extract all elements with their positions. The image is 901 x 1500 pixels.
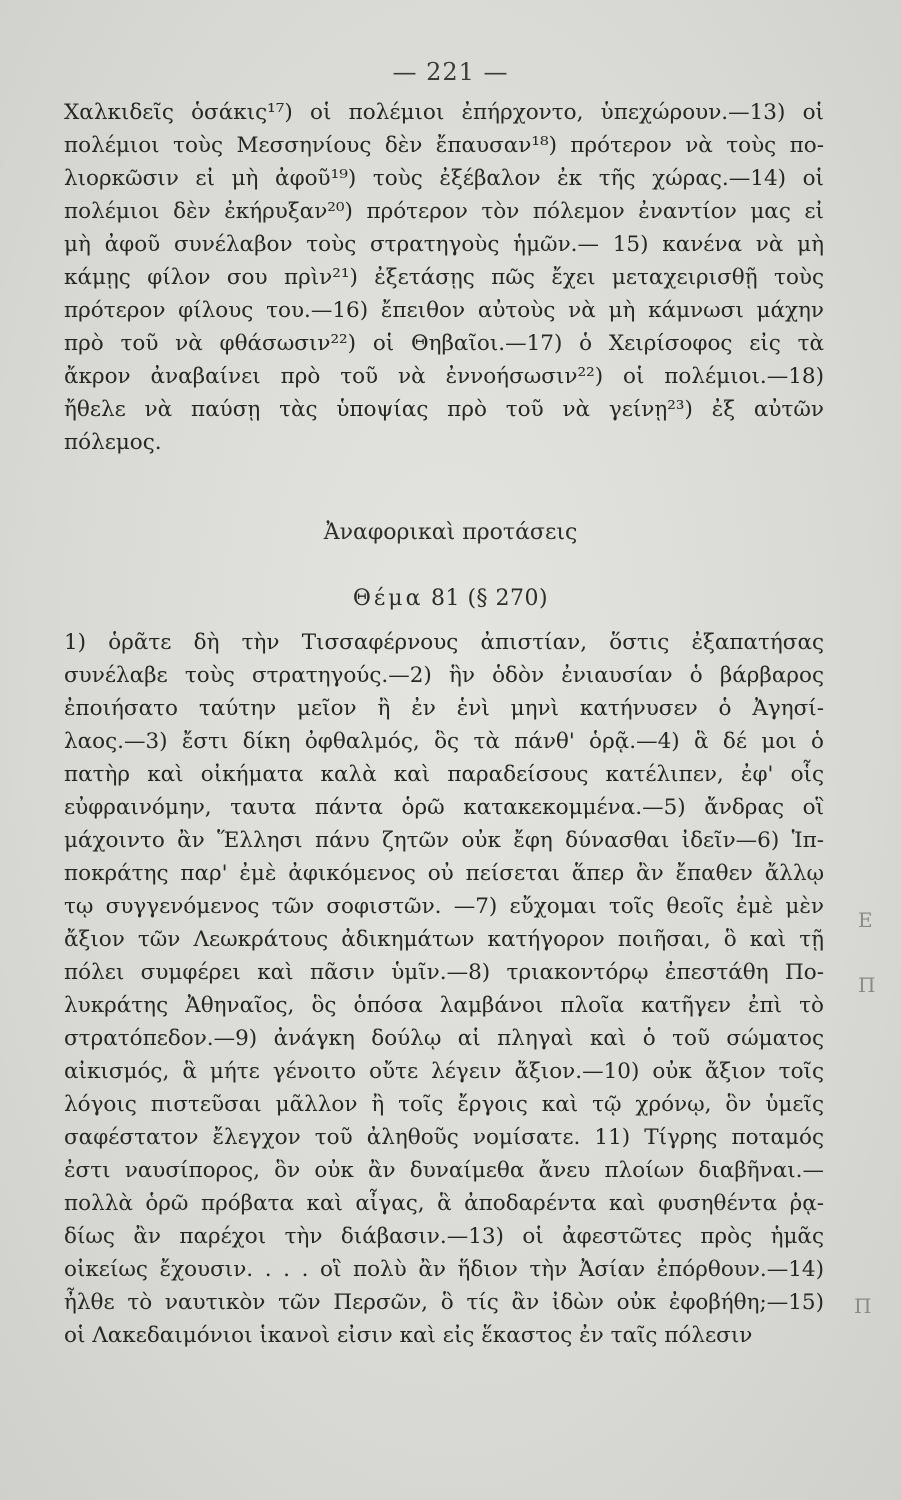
theme-word: Θέμα bbox=[352, 586, 424, 611]
text-line: ἐστι ναυσίπορος, ὃν οὐκ ἂν δυναίμεθα ἄνευ πλοίων διαβῆναι.— bbox=[64, 1158, 824, 1183]
text-line: μάχοιντο ἂν Ἕλλησι πάνυ ζητῶν οὐκ ἔφη δύνασθαι ἰδεῖν—6) Ἱπ- bbox=[64, 828, 824, 853]
text-line: ἦλθε τὸ ναυτικὸν τῶν Περσῶν, ὃ τίς ἂν ἰδὼν οὐκ ἐφοβήθη;—15) bbox=[64, 1290, 824, 1315]
text-line: πολέμιοι δὲν ἐκήρυξαν²⁰) πρότερον τὸν πόλεμον ἐναντίον μας εἰ bbox=[64, 199, 824, 224]
text-line: ποκράτης παρ' ἐμὲ ἀφικόμενος οὐ πείσεται ἅπερ ἂν ἔπαθεν ἄλλῳ bbox=[64, 861, 824, 886]
text-line: τῳ συγγενόμενος τῶν σοφιστῶν. —7) εὔχομαι τοῖς θεοῖς ἐμὲ μὲν bbox=[64, 894, 824, 919]
text-line: κάμῃς φίλον σου πρὶν²¹) ἐξετάσῃς πῶς ἔχει μεταχειρισθῇ τοὺς bbox=[64, 265, 824, 290]
text-line: στρατόπεδον.—9) ἀνάγκη δούλῳ αἱ πληγαὶ καὶ ὁ τοῦ σώματος bbox=[64, 1026, 824, 1051]
text-line: 1) ὁρᾶτε δὴ τὴν Τισσαφέρνους ἀπιστίαν, ὅστις ἐξαπατήσας bbox=[64, 630, 824, 655]
text-line: ἐποιήσατο ταύτην μεῖον ἢ ἐν ἑνὶ μηνὶ κατήνυσεν ὁ Ἀγησί- bbox=[64, 696, 824, 721]
theme-heading bbox=[0, 586, 901, 611]
theme-reference: 81 (§ 270) bbox=[423, 586, 549, 611]
margin-mark: E bbox=[858, 908, 873, 932]
text-line: συνέλαβε τοὺς στρατηγούς.—2) ἣν ὁδὸν ἐνιαυσίαν ὁ βάρβαρος bbox=[64, 663, 824, 688]
text-line: πόλει συμφέρει καὶ πᾶσιν ὑμῖν.—8) τριακοντόρῳ ἐπεστάθη Πο- bbox=[64, 960, 824, 985]
text-line: πολλὰ ὁρῶ πρόβατα καὶ αἶγας, ἃ ἀποδαρέντα καὶ φυσηθέντα ῥᾳ- bbox=[64, 1191, 824, 1216]
margin-mark: П bbox=[854, 1294, 872, 1318]
text-line: εὐφραινόμην, ταυτα πάντα ὁρῶ κατακεκομμένα.—5) ἄνδρας οἳ bbox=[64, 795, 824, 820]
text-line: πολέμιοι τοὺς Μεσσηνίους δὲν ἔπαυσαν¹⁸) πρότερον νὰ τοὺς πο- bbox=[64, 133, 824, 158]
text-line: ἤθελε νὰ παύσῃ τὰς ὑποψίας πρὸ τοῦ νὰ γείνῃ²³) ἐξ αὐτῶν bbox=[64, 397, 824, 422]
text-line: οἱ Λακεδαιμόνιοι ἱκανοὶ εἰσιν καὶ εἰς ἕκαστος ἐν ταῖς πόλεσιν bbox=[64, 1323, 753, 1348]
text-line: ἄξιον τῶν Λεωκράτους ἀδικημάτων κατήγορον ποιῆσαι, ὃ καὶ τῇ bbox=[64, 927, 824, 952]
text-line: λόγοις πιστεῦσαι μᾶλλον ἢ τοῖς ἔργοις καὶ τῷ χρόνῳ, ὃν ὑμεῖς bbox=[64, 1092, 824, 1117]
text-line: πρὸ τοῦ νὰ φθάσωσιν²²) οἱ Θηβαῖοι.—17) ὁ Χειρίσοφος εἰς τὰ bbox=[64, 331, 824, 356]
text-line: λαος.—3) ἔστι δίκη ὀφθαλμός, ὃς τὰ πάνθ' ὁρᾷ.—4) ἃ δέ μοι ὁ bbox=[64, 729, 824, 754]
text-line: αἰκισμός, ἃ μήτε γένοιτο οὔτε λέγειν ἄξιον.—10) οὐκ ἄξιον τοῖς bbox=[64, 1059, 824, 1084]
text-line: πρότερον φίλους του.—16) ἔπειθον αὐτοὺς νὰ μὴ κάμνωσι μάχην bbox=[64, 298, 824, 323]
text-line: Χαλκιδεῖς ὁσάκις¹⁷) οἱ πολέμιοι ἐπήρχοντο, ὑπεχώρουν.—13) οἱ bbox=[64, 100, 824, 125]
page-number: — 221 — bbox=[392, 58, 509, 86]
text-line: πόλεμος. bbox=[64, 430, 162, 455]
text-line: οἰκείως ἔχουσιν. . . . οἳ πολὺ ἂν ἥδιον τὴν Ἀσίαν ἐπόρθουν.—14) bbox=[64, 1257, 824, 1282]
text-line: δίως ἂν παρέχοι τὴν διάβασιν.—13) οἱ ἀφεστῶτες πρὸς ἡμᾶς bbox=[64, 1224, 824, 1249]
text-line: λυκράτης Ἀθηναῖος, ὃς ὁπόσα λαμβάνοι πλοῖα κατῆγεν ἐπὶ τὸ bbox=[64, 993, 824, 1018]
section-heading: Ἀναφορικαὶ προτάσεις bbox=[323, 520, 578, 545]
theme-exercise-paragraph bbox=[64, 626, 824, 1352]
text-line: ἄκρον ἀναβαίνει πρὸ τοῦ νὰ ἐννοήσωσιν²²) οἱ πολέμιοι.—18) bbox=[64, 364, 824, 389]
text-line: σαφέστατον ἔλεγχον τοῦ ἀληθοῦς νομίσατε. 11) Τίγρης ποταμός bbox=[64, 1125, 824, 1150]
margin-mark: П bbox=[858, 973, 876, 997]
text-line: λιορκῶσιν εἰ μὴ ἀφοῦ¹⁹) τοὺς ἐξέβαλον ἐκ τῆς χώρας.—14) οἱ bbox=[64, 166, 824, 191]
text-line: μὴ ἀφοῦ συνέλαβον τοὺς στρατηγοὺς ἡμῶν.— 15) κανένα νὰ μὴ bbox=[64, 232, 824, 257]
text-line: πατὴρ καὶ οἰκήματα καλὰ καὶ παραδείσους κατέλιπεν, ἐφ' οἷς bbox=[64, 762, 824, 787]
exercise-text-paragraph bbox=[64, 96, 824, 459]
